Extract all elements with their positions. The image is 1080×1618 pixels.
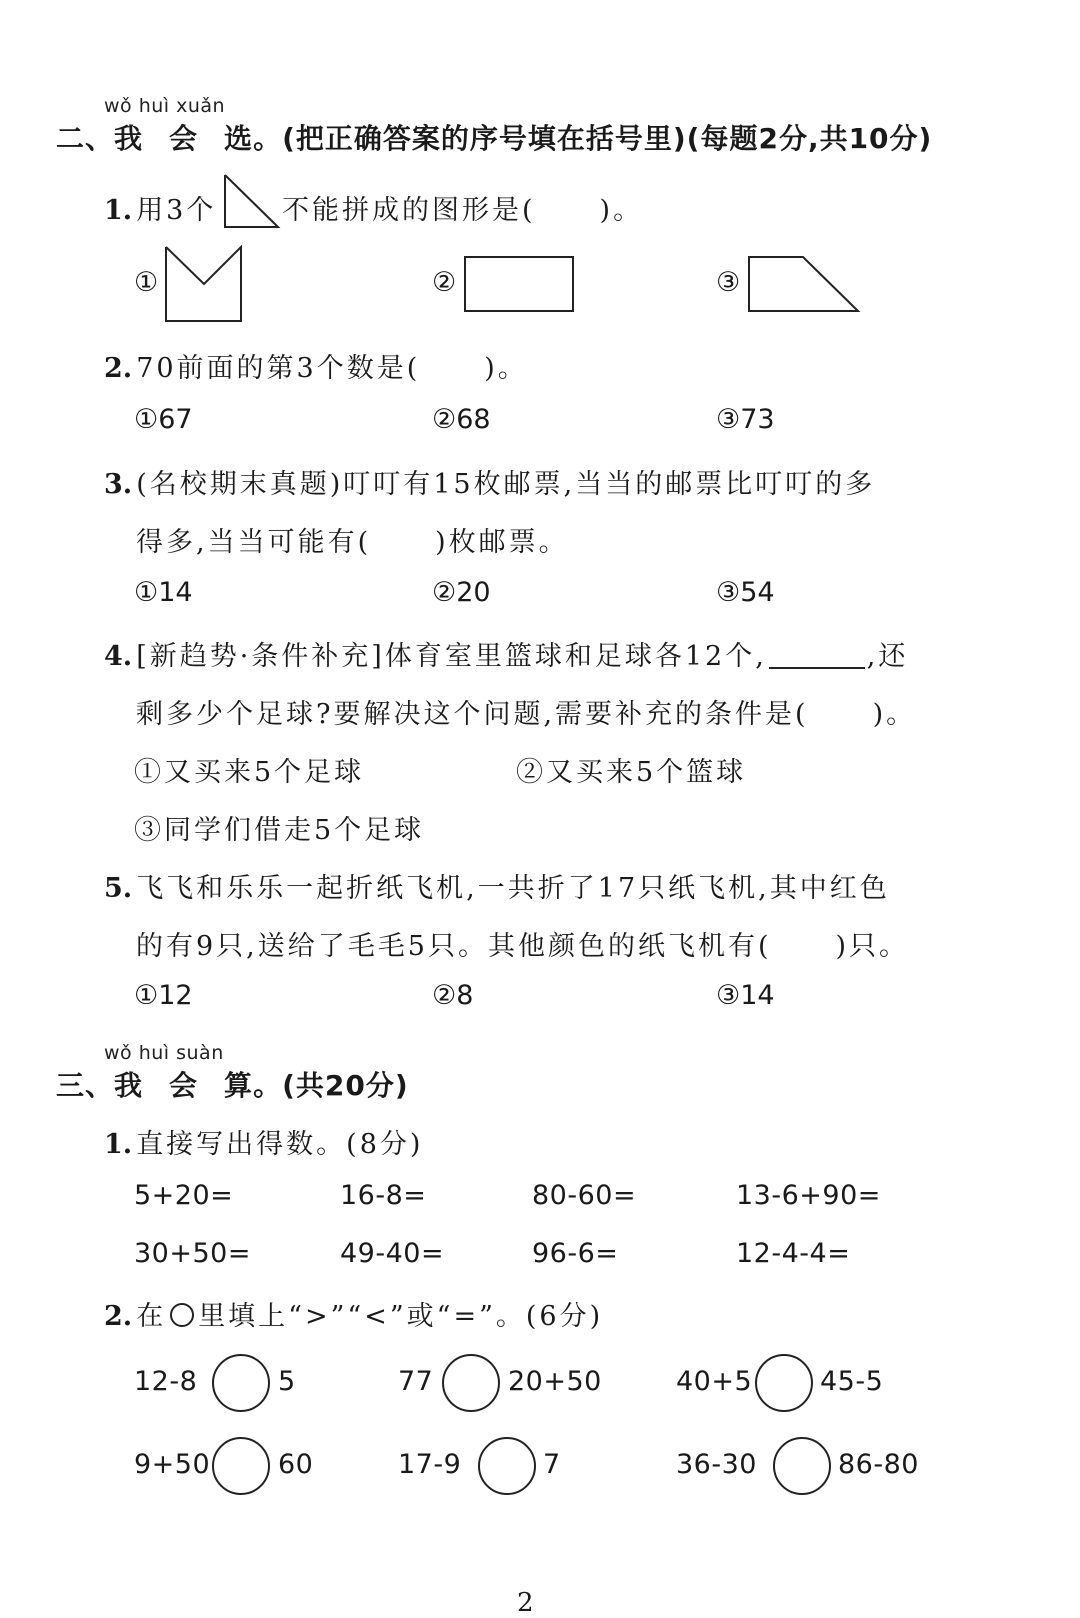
- section3-char: 算: [224, 1069, 254, 1102]
- calc1-expression: 12-4-4=: [736, 1238, 851, 1269]
- q5-number: 5.: [104, 873, 133, 904]
- q5-option-2: ②8: [432, 980, 474, 1011]
- q3-line1: [104, 462, 875, 501]
- q2-text-b: )。: [484, 353, 528, 384]
- q3-option-1: ①14: [134, 577, 193, 608]
- q4-text-2b: )。: [872, 699, 917, 730]
- section2-char: 选: [224, 122, 254, 155]
- calc1-stem: [104, 1122, 423, 1161]
- section2-pinyin: wǒ huì xuǎn: [104, 95, 226, 117]
- q2-option-3: ③73: [716, 404, 775, 435]
- calc1-expression: 13-6+90=: [736, 1180, 881, 1211]
- q2-number: 2.: [104, 353, 133, 384]
- compare-circle[interactable]: [755, 1354, 813, 1412]
- section3-title: [56, 1064, 409, 1104]
- section3-char: 会: [169, 1069, 199, 1102]
- section2-char: 我: [114, 122, 144, 155]
- calc1-expression: 96-6=: [532, 1238, 619, 1269]
- compare-left: 40+5: [676, 1366, 753, 1397]
- q3-number: 3.: [104, 469, 133, 500]
- compare-right: 86-80: [838, 1449, 919, 1480]
- q3-option-2: ②20: [432, 577, 491, 608]
- calc2-text-a: 在: [136, 1301, 167, 1332]
- q4-number: 4.: [104, 641, 133, 672]
- calc1-number: 1.: [104, 1129, 133, 1160]
- compare-circle[interactable]: [478, 1437, 536, 1495]
- q2-option-1: ①67: [134, 404, 193, 435]
- compare-right: 7: [543, 1449, 561, 1480]
- compare-right: 20+50: [508, 1366, 602, 1397]
- q1-option-1-label: ①: [134, 267, 159, 298]
- q1-text-c: )。: [599, 195, 644, 226]
- page-number: 2: [517, 1588, 534, 1618]
- compare-left: 17-9: [398, 1449, 462, 1480]
- section3-suffix: 。(共20分): [253, 1069, 409, 1102]
- compare-circle[interactable]: [212, 1437, 270, 1495]
- right-triangle-icon: [222, 172, 282, 230]
- compare-right: 5: [278, 1366, 296, 1397]
- q3-text-2a: 得多,当当可能有(: [136, 527, 372, 558]
- q2-text-a: 70前面的第3个数是(: [136, 353, 421, 384]
- q1-stem: [104, 188, 216, 227]
- calc2-text-b: 里填上“>”“<”或“=”。(6分): [198, 1301, 604, 1332]
- q3-text-1: (名校期末真题)叮叮有15枚邮票,当当的邮票比叮叮的多: [136, 469, 876, 500]
- compare-right: 45-5: [820, 1366, 884, 1397]
- section2-prefix: 二、: [56, 122, 115, 155]
- section2-char: 会: [169, 122, 199, 155]
- calc1-expression: 5+20=: [134, 1180, 234, 1211]
- calc1-expression: 49-40=: [340, 1238, 445, 1269]
- calc1-expression: 16-8=: [340, 1180, 427, 1211]
- q1-text-a: 用3个: [136, 195, 217, 226]
- q4-line2: [136, 692, 916, 731]
- calc1-text: 直接写出得数。(8分): [136, 1129, 424, 1160]
- q5-option-1: ①12: [134, 980, 193, 1011]
- q4-option-2: ②又买来5个篮球: [516, 757, 747, 788]
- q1-option-3-label: ③: [716, 267, 741, 298]
- calc2-number: 2.: [104, 1301, 133, 1332]
- q4-option-1: ①又买来5个足球: [134, 757, 365, 788]
- q4-line1: [104, 634, 908, 673]
- section3-pinyin: wǒ huì suàn: [104, 1042, 224, 1064]
- q3-text-2b: )枚邮票。: [435, 527, 569, 558]
- q2-option-2: ②68: [432, 404, 491, 435]
- calc1-expression: 30+50=: [134, 1238, 251, 1269]
- q1-text-b: 不能拼成的图形是(: [282, 195, 536, 226]
- section2-suffix: 。(把正确答案的序号填在括号里)(每题2分,共10分): [253, 122, 933, 155]
- compare-right: 60: [278, 1449, 314, 1480]
- q4-text-2a: 剩多少个足球?要解决这个问题,需要补充的条件是(: [136, 699, 809, 730]
- compare-left: 9+50: [134, 1449, 211, 1480]
- q1-stem-end: [282, 188, 643, 227]
- q4-text-1b: ,还: [866, 641, 909, 672]
- q5-option-3: ③14: [716, 980, 775, 1011]
- q5-line2: [136, 924, 909, 963]
- calc2-stem: [104, 1294, 603, 1333]
- compare-circle[interactable]: [442, 1354, 500, 1412]
- compare-circle[interactable]: [212, 1354, 270, 1412]
- q4-option-3: ③同学们借走5个足球: [134, 815, 425, 846]
- trapezoid-icon: [747, 255, 861, 313]
- q3-option-3: ③54: [716, 577, 775, 608]
- m-shape-icon: [164, 244, 244, 324]
- q2-stem: [104, 346, 528, 385]
- rectangle-icon: [463, 255, 575, 313]
- section3-prefix: 三、: [56, 1069, 115, 1102]
- section3-char: 我: [114, 1069, 144, 1102]
- q5-text-1: 飞飞和乐乐一起折纸飞机,一共折了17只纸飞机,其中红色: [136, 873, 890, 904]
- q5-text-2a: 的有9只,送给了毛毛5只。其他颜色的纸飞机有(: [136, 931, 772, 962]
- q5-line1: [104, 866, 890, 905]
- q5-text-2b: )只。: [835, 931, 910, 962]
- q3-line2: [136, 520, 569, 559]
- compare-left: 36-30: [676, 1449, 757, 1480]
- circle-icon: [170, 1303, 194, 1327]
- q1-number: 1.: [104, 195, 133, 226]
- condition-blank[interactable]: [769, 641, 865, 669]
- compare-circle[interactable]: [773, 1437, 831, 1495]
- compare-left: 12-8: [134, 1366, 198, 1397]
- section2-title: [56, 117, 932, 157]
- calc1-expression: 80-60=: [532, 1180, 637, 1211]
- q4-text-1a: [新趋势·条件补充]体育室里篮球和足球各12个,: [136, 641, 767, 672]
- compare-left: 77: [398, 1366, 434, 1397]
- q1-option-2-label: ②: [432, 267, 457, 298]
